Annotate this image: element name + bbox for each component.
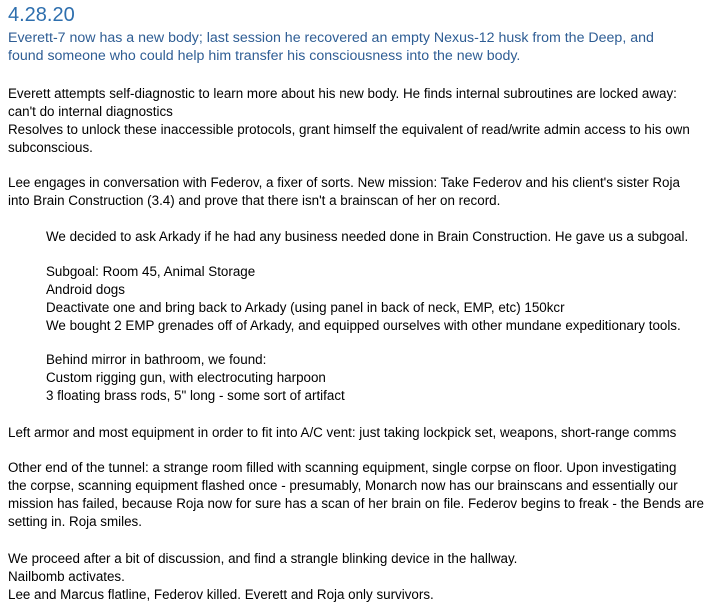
text-line: subconscious. bbox=[8, 140, 93, 155]
summary-line: found someone who could help him transfer his consciousness into the new body. bbox=[8, 48, 521, 64]
text-line: We decided to ask Arkady if he had any business needed done in Brain Construction. He gave us a subgoal. bbox=[46, 229, 689, 244]
text-line: Behind mirror in bathroom, we found: bbox=[46, 352, 267, 367]
text-line: We proceed after a bit of discussion, and find a strangle blinking device in the hallway. bbox=[8, 551, 518, 566]
text-line: setting in. Roja smiles. bbox=[8, 514, 142, 529]
paragraph-bathroom-findings bbox=[46, 351, 345, 405]
paragraph-arkady-subgoal bbox=[46, 228, 688, 246]
paragraph-subgoal-details bbox=[46, 263, 681, 335]
text-line: Lee and Marcus flatline, Federov killed. Everett and Roja only survivors. bbox=[8, 587, 434, 602]
text-line: Other end of the tunnel: a strange room filled with scanning equipment, single corpse on floor. Upon investigating bbox=[8, 460, 677, 475]
text-line: Everett attempts self-diagnostic to learn more about his new body. He finds internal subroutines are locked away: bbox=[8, 86, 677, 101]
text-line: Deactivate one and bring back to Arkady (using panel in back of neck, EMP, etc) 150kcr bbox=[46, 300, 565, 315]
paragraph-scanning-room bbox=[8, 459, 704, 531]
text-line: We bought 2 EMP grenades off of Arkady, and equipped ourselves with other mundane expeditionary tools. bbox=[46, 318, 681, 333]
summary-line: Everett-7 now has a new body; last session he recovered an empty Nexus-12 husk from the Deep, and bbox=[8, 30, 654, 46]
text-line: Custom rigging gun, with electrocuting harpoon bbox=[46, 370, 326, 385]
text-line: the corpse, scanning equipment flashed once - presumably, Monarch now has our brainscans and essentially our bbox=[8, 478, 678, 493]
text-line: can't do internal diagnostics bbox=[8, 104, 173, 119]
paragraph-federov-mission bbox=[8, 174, 680, 210]
paragraph-nailbomb bbox=[8, 550, 517, 604]
text-line: Android dogs bbox=[46, 282, 125, 297]
paragraph-self-diagnostic bbox=[8, 85, 690, 157]
text-line: Resolves to unlock these inaccessible protocols, grant himself the equivalent of read/write admin access to his own bbox=[8, 122, 690, 137]
session-summary bbox=[8, 29, 654, 65]
paragraph-ac-vent bbox=[8, 424, 676, 442]
text-line: Lee engages in conversation with Federov, a fixer of sorts. New mission: Take Federov and his client's sister Roja bbox=[8, 175, 680, 190]
text-line: Left armor and most equipment in order to fit into A/C vent: just taking lockpick set, weapons, short-range comms bbox=[8, 425, 677, 440]
text-line: Subgoal: Room 45, Animal Storage bbox=[46, 264, 256, 279]
text-line: into Brain Construction (3.4) and prove that there isn't a brainscan of her on record. bbox=[8, 193, 501, 208]
text-line: Nailbomb activates. bbox=[8, 569, 125, 584]
text-line: mission has failed, because Roja now for sure has a scan of her brain on file. Federov begins to freak - the Bends are bbox=[8, 496, 704, 511]
date-heading: 4.28.20 bbox=[8, 4, 75, 26]
text-line: 3 floating brass rods, 5" long - some sort of artifact bbox=[46, 388, 345, 403]
